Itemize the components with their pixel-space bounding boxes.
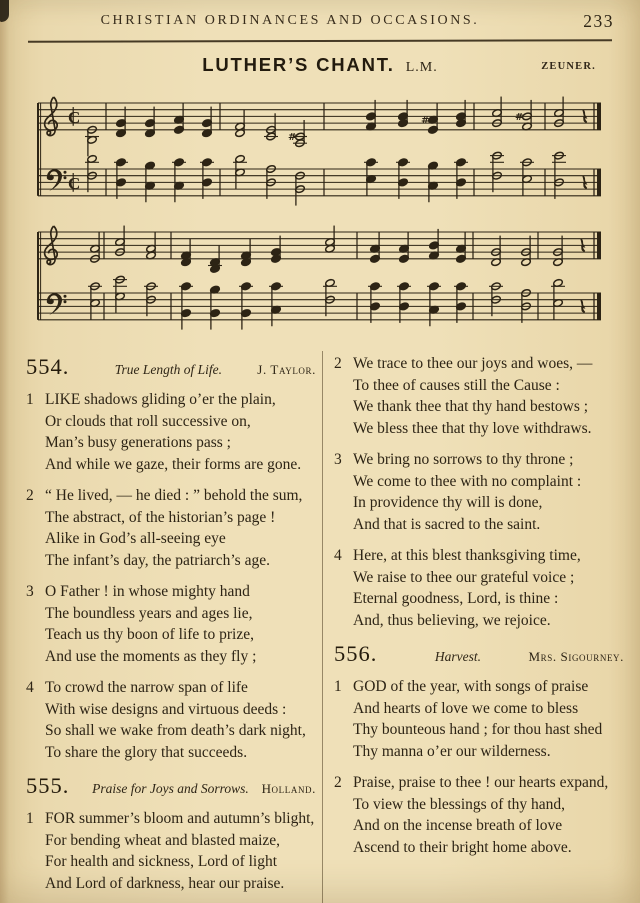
verse-line: Thy manna o’er our wilderness. <box>353 742 551 760</box>
verse <box>334 545 624 631</box>
svg-text:C: C <box>68 107 81 127</box>
svg-text:#: # <box>288 132 297 143</box>
hymn-heading <box>26 354 316 380</box>
verse-line: Alike in God’s all-seeing eye <box>45 530 226 547</box>
hymn-subtitle: Praise for Joys and Sorrows. <box>92 781 249 796</box>
hymn-subtitle: True Length of Life. <box>114 362 222 377</box>
svg-text:#: # <box>421 115 430 127</box>
verse-line: Man’s busy generations pass ; <box>45 434 231 451</box>
verse-number: 2 <box>334 774 342 791</box>
tune-heading <box>0 54 640 76</box>
verse <box>26 389 316 475</box>
verse-line: Thy bounteous hand ; for thou hast shed <box>353 721 603 738</box>
verse-body <box>45 677 316 763</box>
verse-line: We come to thee with no complaint : <box>353 472 582 490</box>
hymn-author: Mrs. Sigourney. <box>528 649 624 664</box>
hymn-heading <box>334 641 624 667</box>
hymn-author: Holland. <box>261 781 316 796</box>
hymn-text-area <box>0 351 640 903</box>
header-rule <box>28 39 612 43</box>
verse-body <box>45 485 316 571</box>
verse-line: The boundless years and ages lie, <box>45 604 253 622</box>
page-number: 233 <box>583 11 614 31</box>
svg-text:C: C <box>68 173 81 193</box>
verse <box>334 676 624 762</box>
verse-number: 3 <box>334 451 342 468</box>
verse-body <box>45 389 316 475</box>
running-header-title: CHRISTIAN ORDINANCES AND OCCASIONS. <box>100 13 480 28</box>
verse <box>26 808 316 894</box>
verse-line: O Father ! in whose mighty hand <box>45 583 250 600</box>
verse-body <box>353 545 624 631</box>
verse-line: With wise designs and virtuous deeds : <box>45 700 287 718</box>
verse-number: 2 <box>26 487 34 504</box>
verse-line: For bending wheat and blasted maize, <box>45 831 281 849</box>
verse-line: And while we gaze, their forms are gone. <box>45 455 302 473</box>
verse-line: To thee of causes still the Cause : <box>353 376 560 394</box>
hymn-author: J. Taylor. <box>257 362 316 377</box>
verse-line: For health and sickness, Lord of light <box>45 853 278 870</box>
verse-line: The infant’s day, the patriarch’s age. <box>45 551 270 569</box>
verse-line: FOR summer’s bloom and autumn’s blight, <box>45 810 315 827</box>
tune-title: LUTHER’S CHANT. <box>202 54 395 75</box>
verse-line: And use the moments as they fly ; <box>45 647 257 665</box>
verse-line: Praise, praise to thee ! our hearts expand, <box>353 774 609 791</box>
verse-line: So shall we wake from death’s dark night, <box>45 722 306 739</box>
verse-line: We bring no sorrows to thy throne ; <box>353 451 574 468</box>
verse-number: 4 <box>26 679 34 696</box>
verse-number: 1 <box>26 391 34 408</box>
hymn-number: 556. <box>334 641 378 666</box>
verse-line: And, thus believing, we rejoice. <box>353 611 551 629</box>
svg-text:#: # <box>515 111 524 123</box>
verse-number: 2 <box>334 355 342 372</box>
verse-line: GOD of the year, with songs of praise <box>353 678 589 695</box>
tune-meter: L.M. <box>405 60 438 75</box>
verse-line: Here, at this blest thanksgiving time, <box>353 547 581 564</box>
verse-line: In providence thy will is done, <box>353 494 543 511</box>
verse-body <box>45 581 316 667</box>
verse-line: To crowd the narrow span of life <box>45 679 248 696</box>
verse <box>334 772 624 858</box>
verse <box>26 485 316 571</box>
verse-line: To share the glory that succeeds. <box>45 743 248 761</box>
verse-line: LIKE shadows gliding o’er the plain, <box>45 391 276 408</box>
verse-body <box>353 449 624 535</box>
verse <box>334 353 624 439</box>
verse <box>334 449 624 535</box>
verse-line: Teach us thy boon of life to prize, <box>45 626 254 643</box>
verse <box>26 581 316 667</box>
verse <box>26 677 316 763</box>
verse-body <box>45 808 316 894</box>
verse-line: To view the blessings of thy hand, <box>353 795 566 813</box>
right-column <box>322 351 640 903</box>
verse-number: 1 <box>334 678 342 695</box>
verse-line: “ He lived, — he died : ” behold the sum, <box>45 487 303 504</box>
verse-line: And that is sacred to the saint. <box>353 515 541 533</box>
verse-line: We trace to thee our joys and woes, — <box>353 355 593 372</box>
hymn-heading <box>26 773 316 799</box>
verse-line: Or clouds that roll successive on, <box>45 412 251 430</box>
verse-line: The abstract, of the historian’s page ! <box>45 508 276 526</box>
verse-line: We thank thee that thy hand bestows ; <box>353 398 589 415</box>
hymn-number: 555. <box>26 773 70 798</box>
verse-number: 4 <box>334 547 342 564</box>
hymn-subtitle: Harvest. <box>434 649 481 664</box>
tune-composer: ZEUNER. <box>541 61 596 72</box>
verse-line: And hearts of love we come to bless <box>353 699 579 717</box>
verse-body <box>353 353 624 439</box>
verse-number: 1 <box>26 810 34 827</box>
running-head <box>0 13 640 29</box>
verse-line: And on the incense breath of love <box>353 817 563 834</box>
verse-number: 3 <box>26 583 34 600</box>
verse-body <box>353 772 624 858</box>
verse-line: We raise to thee our grateful voice ; <box>353 568 575 586</box>
verse-line: And Lord of darkness, hear our praise. <box>45 874 285 892</box>
hymn-number: 554. <box>26 354 70 379</box>
verse-line: We bless thee that thy love withdraws. <box>353 419 592 437</box>
music-engraving <box>0 84 640 348</box>
verse-line: Eternal goodness, Lord, is thine : <box>353 590 559 607</box>
verse-line: Ascend to their bright home above. <box>353 838 572 856</box>
verse-body <box>353 676 624 762</box>
left-column <box>0 351 322 903</box>
